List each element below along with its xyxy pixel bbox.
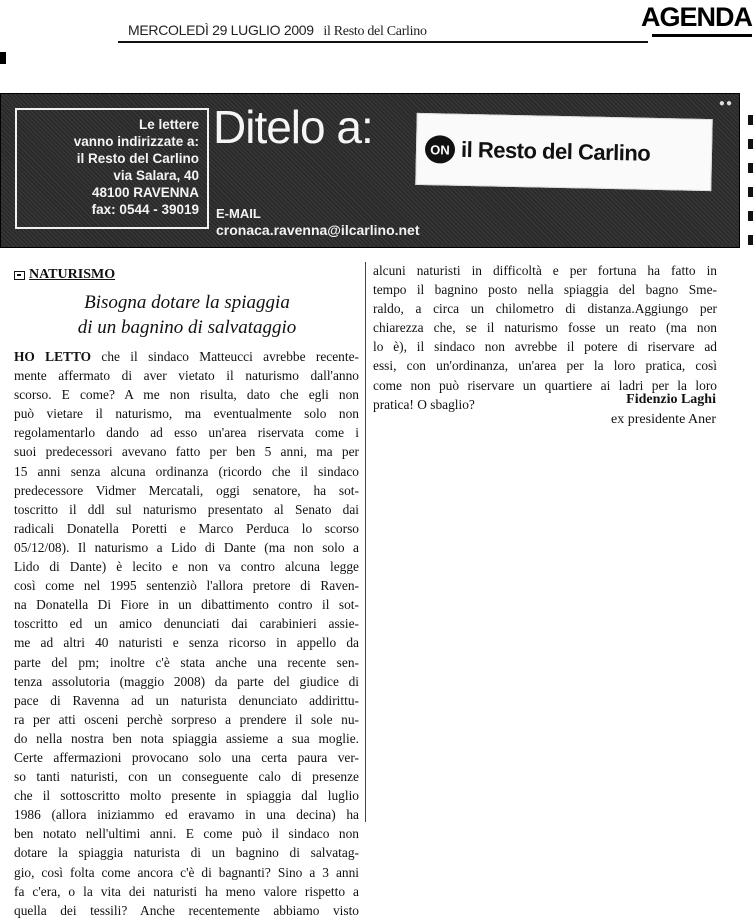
text-line: 1986 (allora iniziammo ed eravamo in una decina) ha	[14, 807, 359, 823]
logo-text: il Resto del Carlino	[460, 136, 651, 166]
title-line: di un bagnino di salvataggio	[77, 317, 297, 338]
text-line: me ad altri 40 naturisti e senza ricorso in appello da	[14, 635, 359, 651]
address-block	[19, 116, 199, 218]
header-rule	[118, 41, 648, 43]
email-label: E-MAIL	[216, 206, 261, 221]
signature-role: ex presidente Aner	[611, 412, 716, 427]
text-line: 15 anni senza alcuna ordinanza (ricordo che il sindaco	[14, 463, 359, 479]
on-badge-icon: ON	[425, 135, 456, 164]
text-line: Lido di Dante) è lecito e non va contro alcuna legge	[14, 559, 359, 575]
text-line: 05/12/08). Il naturismo a Lido di Dante (ma non solo a	[14, 539, 359, 555]
text-line: so tanti naturisti, con un conseguente calo di presenze	[14, 769, 359, 785]
dots-decoration-icon: ●●	[718, 98, 733, 109]
text-line: Certe affermazioni provocano solo una certa paura ver-	[14, 749, 359, 765]
text-line: dotare la spiaggia naturista di un bagnino di salvatag-	[14, 845, 359, 861]
article-column-1	[14, 347, 359, 920]
text-line: così come nel 1995 sentenziò l'allora pretore di Raven-	[14, 578, 359, 594]
address-line: Le lettere	[138, 117, 199, 132]
text-line: quella dei tessili? Anche recentemente abbiamo visto	[14, 902, 359, 918]
text-line: suoi predecessori avevano fatto per ben 5 anni, ma per	[14, 444, 359, 460]
article-column-2	[373, 261, 717, 414]
text-line: predecessore Vidmer Mercatali, oggi senatore, ha sot-	[14, 482, 359, 498]
address-line: il Resto del Carlino	[76, 151, 199, 166]
text-line: alcuni naturisti in difficoltà e per fortuna ha fatto in	[373, 263, 717, 278]
text-line: fa c'era, o la vita dei naturisti ha meno valore rispetto a	[14, 883, 359, 899]
text-line: regolamentarlo dando ad esso un'area riservata come i	[14, 425, 359, 441]
address-line: vanno indirizzate a:	[73, 134, 199, 149]
paper-name: il Resto del Carlino	[323, 24, 427, 39]
lead-in: HO LETTO	[14, 349, 92, 364]
text-line: toscritto il ddl sul naturismo presentato al Senato dai	[14, 501, 359, 517]
banner-headline: Ditelo a:	[213, 101, 373, 153]
text-line: può vietare il naturismo, ma eventualmente solo non	[14, 406, 359, 422]
section-label-rule	[652, 34, 752, 37]
text-line: toscritto ed un amico denunciati dai carabinieri assie-	[14, 616, 359, 632]
text-line: chiarezza che, se il naturismo fosse un reato (ma non	[373, 320, 717, 336]
text-line: pace di Ravenna ad un naturista denunciato addirittu-	[14, 692, 359, 708]
section-label: AGENDA	[640, 2, 752, 32]
text-line: scorso. E come? A me non risulta, dato che egli non	[14, 387, 359, 403]
letters-banner	[0, 93, 740, 248]
title-line: Bisogna dotare la spiaggia	[84, 292, 290, 313]
signature-name: Fidenzio Laghi	[626, 392, 716, 407]
text-line: come non può riservare un quartiere ai ladri per la loro	[373, 377, 717, 393]
address-line: via Salara, 40	[113, 168, 199, 183]
scan-edge-marks	[748, 115, 756, 259]
text-line: parte del pm; inoltre c'è stata anche una recente sen-	[14, 654, 359, 670]
text-line: HO LETTO che il sindaco Matteucci avrebbe recente-	[14, 349, 359, 364]
page-header-line	[128, 22, 548, 40]
article-section	[14, 267, 115, 283]
text-line: mente affermato di aver vietato il naturismo dall'anno	[14, 368, 359, 384]
section-name: NATURISMO	[29, 267, 116, 282]
text-line: gio, così folta come ancora c'è di bagnanti? Sino a 3 anni	[14, 864, 359, 880]
text-line: raldo, a circa un chilometro di distanza.Aggiungo per	[373, 301, 717, 317]
text-line: ra per atti osceni perchè sorpreso a prendere il sole nu-	[14, 711, 359, 727]
text-line: pratica! O sbaglio?	[373, 396, 475, 412]
text-line: ben notato nell'ultimi anni. E come può il sindaco non	[14, 826, 359, 842]
envelope-icon	[14, 271, 25, 280]
text-line: radicali Donatella Poretti e Marco Perduca lo scorso	[14, 520, 359, 536]
text-line: essi, con un'ordinanza, un'area per la loro pratica, così	[373, 358, 717, 374]
text-line: tempo il bagnino posto nella spiaggia del bagno Sme-	[373, 282, 717, 298]
column-divider	[365, 262, 366, 822]
newspaper-logo	[415, 113, 712, 191]
address-line: fax: 0544 - 39019	[91, 202, 199, 217]
date-line: MERCOLEDÌ 29 LUGLIO 2009	[128, 22, 314, 38]
text-line: do nella nostra ben nota spiaggia assieme a sua moglie.	[14, 730, 359, 746]
address-frame	[15, 108, 209, 229]
article-title	[14, 290, 360, 340]
scan-edge-mark	[0, 52, 6, 64]
text-line: lo è), il sindaco non avrebbe il potere di riservare ad	[373, 339, 717, 355]
email-address: cronaca.ravenna@ilcarlino.net	[216, 222, 420, 238]
text-line: tenza assolutoria (maggio 2008) da parte del giudice di	[14, 673, 359, 689]
address-line: 48100 RAVENNA	[91, 185, 199, 200]
text-line: che il sottoscritto molto presente in spiaggia dal luglio	[14, 788, 359, 804]
text-line: na Donatella Di Fiore in un dibattimento contro il sot-	[14, 597, 359, 613]
